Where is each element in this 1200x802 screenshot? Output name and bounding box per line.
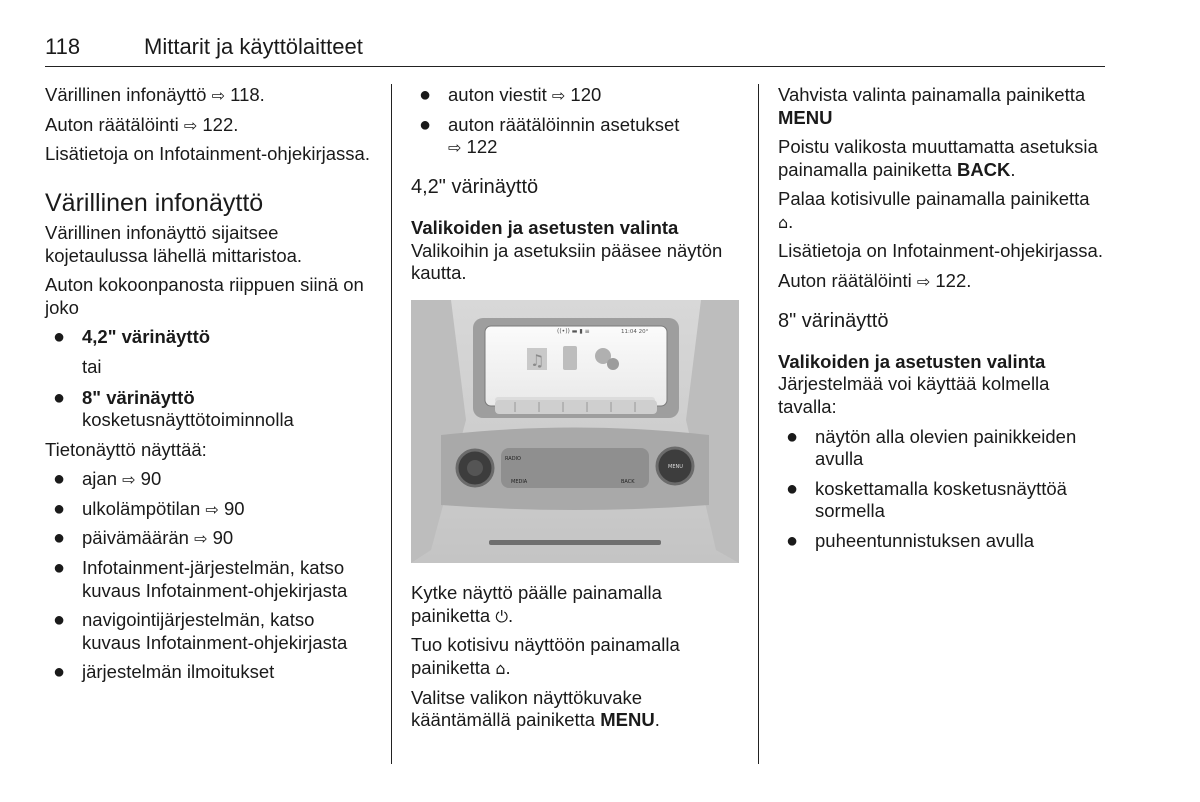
bullet-icon: ●: [53, 326, 66, 349]
paragraph: [45, 114, 375, 137]
display-options-list: [45, 387, 375, 432]
back-button-label: BACK: [621, 478, 635, 485]
list-item: [778, 478, 1108, 523]
item-text: auton räätälöinnin asetukset: [448, 113, 680, 135]
list-item: [45, 387, 375, 432]
page-reference-arrow-icon: ⇨: [183, 115, 198, 135]
option-text: 8" värinäyttö: [82, 386, 195, 408]
list-item: [411, 84, 741, 107]
power-icon: ⏻: [495, 606, 508, 626]
bullet-icon: ●: [419, 84, 432, 106]
button-name: MENU: [600, 709, 655, 731]
home-icon: ⌂: [495, 659, 506, 679]
paragraph: Lisätietoja on Infotainment-ohjekirjassa.: [778, 240, 1103, 262]
music-icon: [527, 348, 547, 370]
button-strip: [495, 400, 657, 414]
media-button-label: MEDIA: [511, 478, 528, 485]
section-heading: Värillinen infonäyttö: [45, 188, 264, 217]
list-item: [778, 426, 1108, 471]
paragraph: Värillinen infonäyttö sijaitsee kojetaulussa lähellä mittaristoa.: [45, 222, 303, 266]
bullet-icon: ●: [786, 477, 799, 500]
item-text: auton viestit: [448, 84, 547, 105]
menu-knob-label: MENU: [668, 463, 683, 470]
bullet-icon: ●: [53, 468, 66, 491]
option-text: 4,2" värinäyttö: [82, 326, 211, 348]
paragraph: [778, 270, 1108, 293]
power-knob-center: [467, 460, 483, 476]
paragraph: [778, 84, 1108, 129]
page-reference[interactable]: 118.: [230, 84, 265, 105]
button-name: BACK: [956, 158, 1011, 180]
column-3: [778, 84, 1108, 559]
item-text: ajan: [82, 468, 117, 490]
list-item: [45, 609, 375, 654]
page-reference[interactable]: 120: [570, 84, 602, 105]
page-reference-arrow-icon: ⇨: [448, 138, 462, 158]
text: Vahvista valinta painamalla painiketta: [778, 84, 1086, 105]
list-item: [45, 498, 375, 521]
list-item: [45, 468, 375, 491]
list-item: [45, 326, 375, 349]
item-text: ulkolämpötilan: [82, 497, 201, 519]
list-item: [411, 114, 741, 159]
infotainment-figure: [411, 300, 739, 563]
page-reference[interactable]: 122.: [202, 113, 239, 135]
page-reference[interactable]: 122.: [935, 269, 972, 291]
info-display-list: [45, 468, 375, 684]
text: Valitse valikon näyttökuvake kääntämällä painiketta: [411, 686, 643, 731]
bullet-icon: ●: [53, 386, 66, 409]
page-reference[interactable]: 90: [140, 468, 162, 490]
page-reference-arrow-icon: ⇨: [916, 271, 931, 291]
item-text: Infotainment-järjestelmän, katso kuvaus Infotainment-ohjekirjasta: [82, 556, 348, 601]
text: Poistu valikosta muuttamatta asetuksia painamalla painiketta: [778, 136, 1098, 180]
page-reference[interactable]: 90: [223, 497, 245, 519]
list-item: [778, 530, 1108, 553]
bullet-icon: ●: [786, 425, 799, 448]
text: Kytke näyttö päälle painamalla painiketta: [411, 582, 662, 626]
paragraph: [45, 84, 375, 107]
status-bar: ((•)) ▬ ▮ ≡: [557, 327, 590, 335]
page-number: 118: [45, 34, 81, 59]
paragraph: Auton kokoonpanosta riippuen siinä on joko: [45, 274, 364, 318]
paragraph: Lisätietoja on Infotainment-ohjekirjassa.: [45, 143, 370, 165]
item-text: järjestelmän ilmoitukset: [82, 661, 275, 683]
section-heading: 4,2" värinäyttö: [411, 175, 539, 198]
subheading: Valikoiden ja asetusten valinta: [411, 217, 679, 239]
column-divider: [391, 84, 392, 764]
paragraph: Poistu valikosta muuttamatta asetuksia painamalla painiketta BACK.: [778, 136, 1098, 180]
home-icon: ⌂: [778, 212, 789, 232]
column-divider: [758, 84, 759, 764]
page-reference[interactable]: 122: [466, 136, 498, 158]
paragraph: Palaa kotisivulle painamalla painiketta ⌂.: [778, 188, 1090, 232]
page-reference-arrow-icon: ⇨: [122, 470, 136, 490]
status-time: 11:04 20°: [621, 328, 649, 335]
radio-button-label: RADIO: [505, 455, 521, 462]
paragraph: Kytke näyttö päälle painamalla painiketta ⏻.: [411, 582, 662, 626]
bullet-icon: ●: [419, 113, 432, 136]
item-text: navigointijärjestelmän, katso kuvaus Infotainment-ohjekirjasta: [82, 609, 348, 653]
page-reference-arrow-icon: ⇨: [551, 86, 566, 105]
bullet-icon: ●: [53, 527, 66, 550]
text: Palaa kotisivulle painamalla painiketta: [778, 188, 1090, 210]
page-reference[interactable]: 90: [212, 527, 234, 549]
bullet-icon: ●: [53, 661, 66, 684]
subheading: Valikoiden ja asetusten valinta: [778, 350, 1046, 372]
item-text: koskettamalla kosketusnäyttöä sormella: [815, 477, 1067, 522]
info-display-list: [411, 84, 741, 159]
text: Tuo kotisivu näyttöön painamalla painiketta: [411, 634, 680, 679]
page-reference-arrow-icon: ⇨: [211, 86, 226, 105]
text: Auton räätälöinti: [45, 113, 179, 135]
column-1: [45, 84, 375, 691]
display-options-list: [45, 326, 375, 349]
paragraph: Valikoihin ja asetuksiin pääsee näytön kautta.: [411, 239, 723, 284]
paragraph: Tuo kotisivu näyttöön painamalla painiketta ⌂.: [411, 634, 680, 679]
bullet-icon: ●: [53, 556, 66, 579]
list-item: [45, 527, 375, 550]
column-2: [411, 84, 741, 739]
usage-methods-list: [778, 426, 1108, 553]
button-name: MENU: [778, 106, 833, 128]
bullet-icon: ●: [786, 529, 799, 552]
paragraph: Järjestelmää voi käyttää kolmella tavalla:: [778, 373, 1050, 418]
or-text: tai: [82, 356, 102, 377]
item-text: puheentunnistuksen avulla: [815, 529, 1035, 551]
list-item: [45, 557, 375, 602]
section-heading: 8" värinäyttö: [778, 309, 889, 332]
paragraph: Valitse valikon näyttökuvake kääntämällä painiketta MENU.: [411, 686, 660, 731]
vent-slot: [489, 540, 661, 545]
item-text: näytön alla olevien painikkeiden avulla: [815, 425, 1077, 470]
option-text: kosketusnäyttötoiminnolla: [82, 409, 294, 431]
page-reference-arrow-icon: ⇨: [194, 529, 208, 549]
phone-icon: [563, 346, 577, 370]
text: Auton räätälöinti: [778, 269, 912, 291]
paragraph: Tietonäyttö näyttää:: [45, 438, 207, 460]
svg-text:♫: ♫: [530, 350, 545, 370]
chapter-title: Mittarit ja käyttölaitteet: [144, 34, 363, 59]
text: Värillinen infonäyttö: [45, 84, 207, 105]
list-item: [45, 661, 375, 684]
bullet-icon: ●: [53, 609, 66, 632]
page-reference-arrow-icon: ⇨: [205, 499, 219, 519]
bullet-icon: ●: [53, 497, 66, 520]
item-text: päivämäärän: [82, 527, 189, 549]
page-header: [45, 34, 1105, 67]
